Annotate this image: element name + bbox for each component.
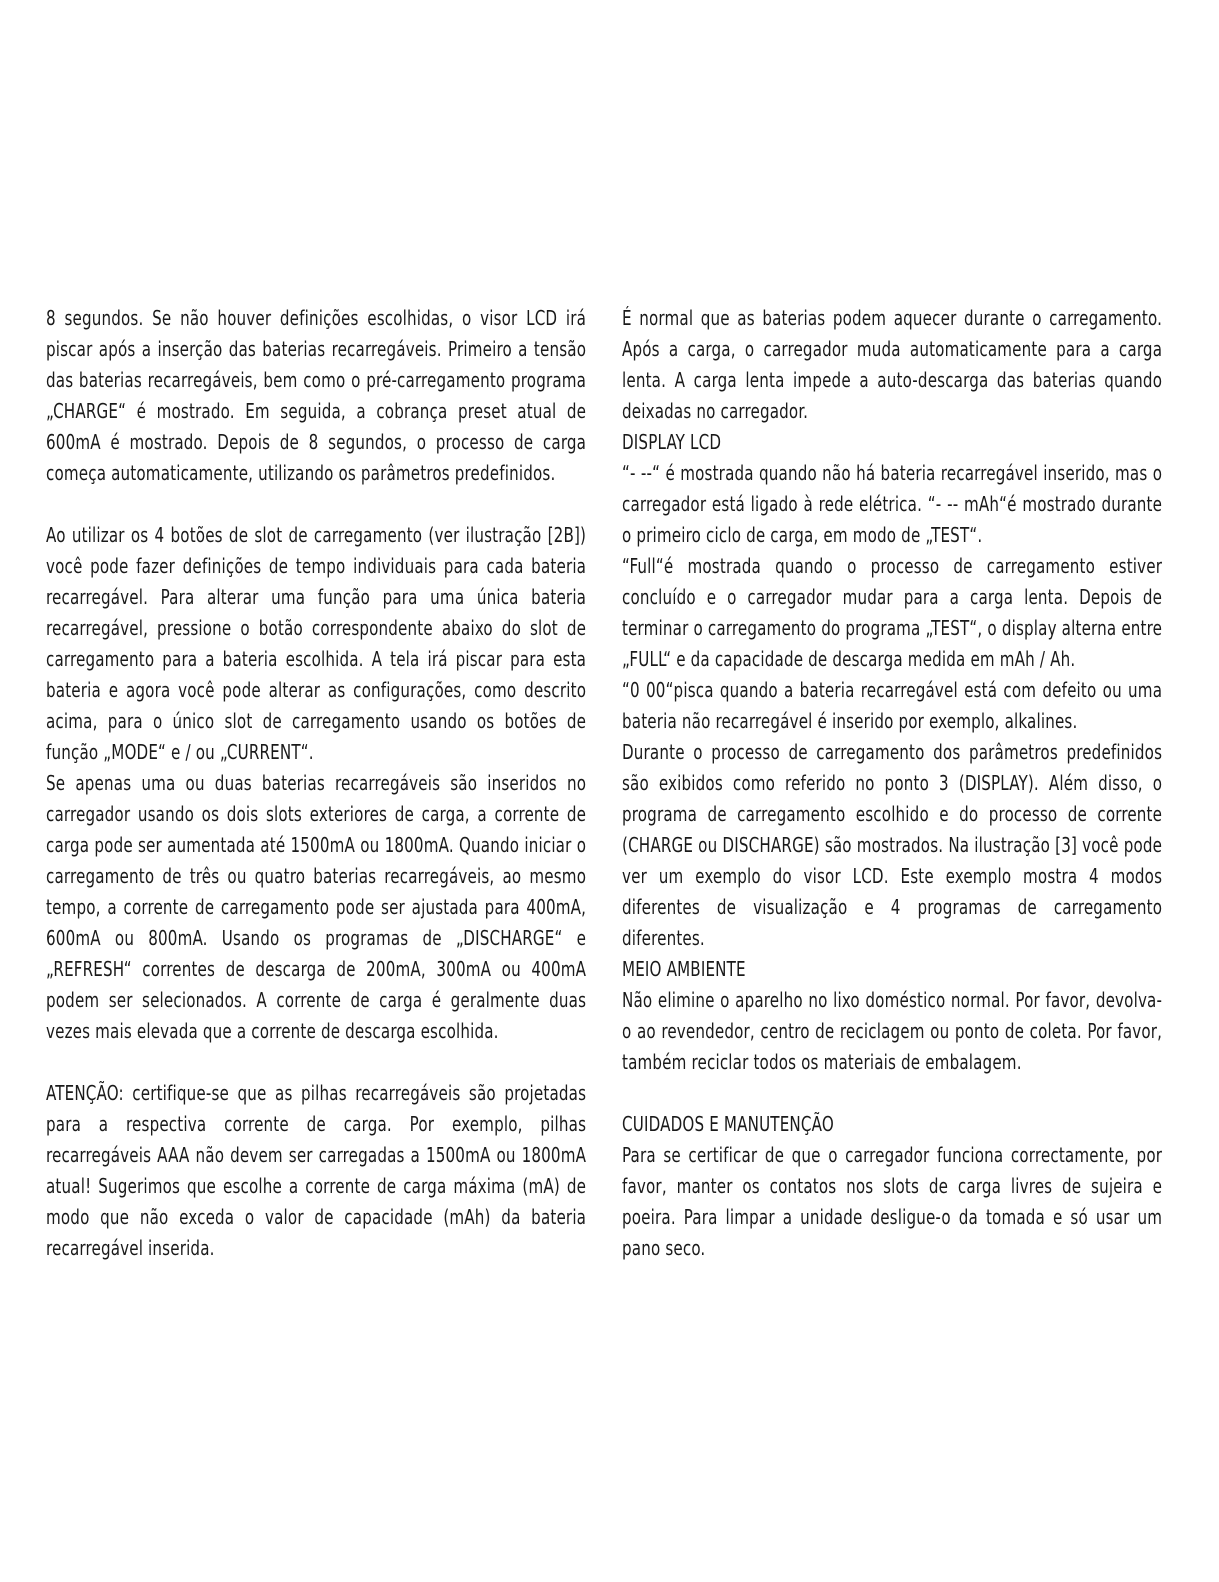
paragraph-lcd-intro: 8 segundos. Se não houver definições escolhidas, o visor LCD irá piscar após a inserção das baterias recarregáveis. Primeiro a tensão das baterias recarregáveis, bem como o pré-carregamento programa „CHARGE“ é mostrado. Em seguida, a cobrança preset atual de 600mA é mostrado. Depois de 8 segundos, o processo de carga começa automaticamente, utilizando os parâmetros predefinidos. <box>46 306 587 485</box>
paragraph-slot-buttons: Ao utilizar os 4 botões de slot de carregamento (ver ilustração [2B]) você pode fazer definições de tempo individuais para cada bateria recarregável. Para alterar uma função para uma única bateria recarregável, pressione o botão correspondente abaixo do slot de carregamento para a bateria escolhida. A tela irá piscar para esta bateria e agora você pode alterar as configurações, como descrito acima, para o único slot de carregamento usando os botões de função „MODE“ e / ou „CURRENT“. <box>46 523 587 764</box>
paragraph-display-full: “Full“é mostrada quando o processo de carregamento estiver concluído e o carregador mudar para a carga lenta. Depois de terminar o carregamento do programa „TEST“, o display alterna entre „FULL“ e da capacidade de descarga medida em mAh / Ah. <box>622 554 1163 671</box>
paragraph-charging-process: Durante o processo de carregamento dos parâmetros predefinidos são exibidos como referido no ponto 3 (DISPLAY). Além disso, o programa de carregamento escolhido e do processo de corrente (CHARGE ou DISCHARGE) são mostrados. Na ilustração [3] você pode ver um exemplo do visor LCD. Este exemplo mostra 4 modos diferentes de visualização e 4 programas de carregamento diferentes. <box>622 740 1163 950</box>
paragraph-heating: É normal que as baterias podem aquecer durante o carregamento. Após a carga, o carregador muda automaticamente para a carga lenta. A carga lenta impede a auto-descarga das baterias quando deixadas no carregador. <box>622 306 1163 423</box>
heading-display-lcd: DISPLAY LCD <box>622 430 722 454</box>
paragraph-attention: ATENÇÃO: certifique-se que as pilhas recarregáveis são projetadas para a respectiva corrente de carga. Por exemplo, pilhas recarregáveis AAA não devem ser carregadas a 1500mA ou 1800mA atual! Sugerimos que escolhe a corrente de carga máxima (mA) de modo que não exceda o valor de capacidade (mAh) da bateria recarregável inserida. <box>46 1081 587 1260</box>
paragraph-display-error: “0 00“pisca quando a bateria recarregável está com defeito ou uma bateria não recarregável é inserido por exemplo, alkalines. <box>622 678 1163 733</box>
paragraph-charge-current: Se apenas uma ou duas baterias recarregáveis são inseridos no carregador usando os dois slots exteriores de carga, a corrente de carga pode ser aumentada até 1500mA ou 1800mA. Quando iniciar o carregamento de três ou quatro baterias recarregáveis, ao mesmo tempo, a corrente de carregamento pode ser ajustada para 400mA, 600mA ou 800mA. Usando os programas de „DISCHARGE“ e „REFRESH“ correntes de descarga de 200mA, 300mA ou 400mA podem ser selecionados. A corrente de carga é geralmente duas vezes mais elevada que a corrente de descarga escolhida. <box>46 771 587 1043</box>
right-column <box>622 303 1162 1264</box>
heading-environment: MEIO AMBIENTE <box>622 957 746 981</box>
left-column <box>46 303 586 1264</box>
paragraph-display-dashes: “- --“ é mostrada quando não há bateria recarregável inserido, mas o carregador está ligado à rede elétrica. “- -- mAh“é mostrado durante o primeiro ciclo de carga, em modo de „TEST“. <box>622 461 1163 547</box>
paragraph-environment: Não elimine o aparelho no lixo doméstico normal. Por favor, devolva-o ao revendedor, centro de reciclagem ou ponto de coleta. Por favor, também reciclar todos os materiais de embalagem. <box>622 988 1163 1074</box>
paragraph-care-maintenance: Para se certificar de que o carregador funciona correctamente, por favor, manter os contatos nos slots de carga livres de sujeira e poeira. Para limpar a unidade desligue-o da tomada e só usar um pano seco. <box>622 1143 1163 1260</box>
heading-care-maintenance: CUIDADOS E MANUTENÇÃO <box>622 1112 834 1136</box>
